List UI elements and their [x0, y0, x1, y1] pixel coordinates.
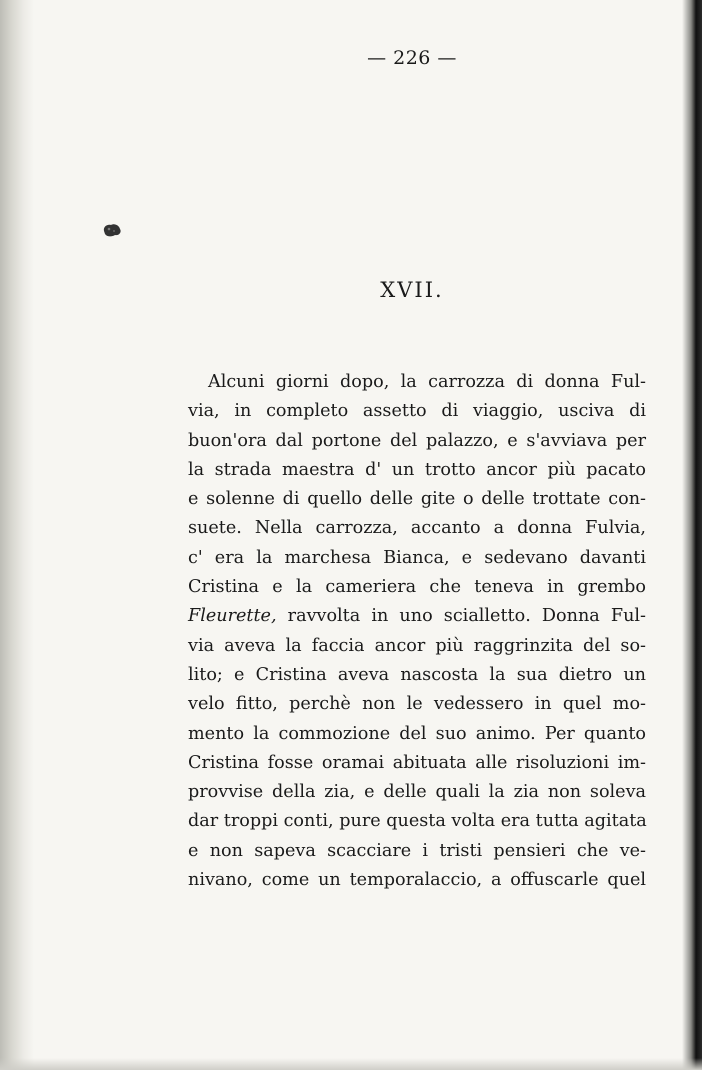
spine-shadow [0, 0, 34, 1070]
text-line: buon'ora dal portone del palazzo, e s'avviava per [188, 430, 646, 451]
page-number: — 226 — [367, 47, 457, 69]
chapter-heading: XVII. [380, 278, 444, 302]
text-line: nivano, come un temporalaccio, a offuscarle quel [188, 870, 646, 891]
text-line: c' era la marchesa Bianca, e sedevano davanti [188, 547, 646, 568]
text-line: la strada maestra d' un trotto ancor più pacato [188, 459, 646, 480]
text-line: velo fitto, perchè non le vedessero in quel mo- [188, 694, 646, 715]
text-line: e non sapeva scacciare i tristi pensieri che ve- [188, 840, 646, 861]
text-line: Cristina fosse oramai abituata alle risoluzioni im- [188, 752, 646, 773]
text-line: Alcuni giorni dopo, la carrozza di donna Ful- [208, 372, 646, 392]
text-line: lito; e Cristina aveva nascosta la sua dietro un [188, 664, 646, 685]
page-edge-shadow [682, 0, 702, 1070]
text-line: mento la commozione del suo animo. Per quanto [188, 723, 646, 744]
text-line: via aveva la faccia ancor più raggrinzita del so- [188, 635, 646, 656]
text-line-rest: ravvolta in uno sciallettо. Donna Ful- [287, 606, 646, 627]
text-line: provvise della zia, e delle quali la zia non soleva [188, 782, 646, 803]
text-line: suete. Nella carrozza, accanto a donna Fulvia, [188, 518, 646, 539]
text-line: via, in completo assetto di viaggio, usciva di [188, 401, 646, 422]
italic-name: Fleurette, [188, 606, 277, 627]
page-bottom-edge [0, 1058, 702, 1070]
text-line-with-italic [188, 602, 646, 631]
text-line: dar troppi conti, pure questa volta era tutta agitata [188, 811, 647, 832]
text-line: Cristina e la cameriera che teneva in grembo [188, 577, 646, 598]
ink-blot-mark [102, 222, 122, 238]
text-line: e solenne di quello delle gite o delle trottate con- [188, 489, 646, 510]
chapter-paragraph [188, 368, 646, 895]
